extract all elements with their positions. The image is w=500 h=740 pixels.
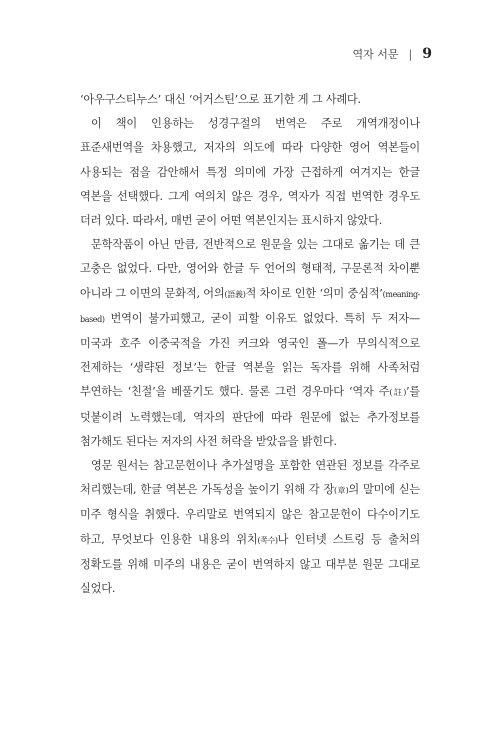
running-header <box>353 46 432 62</box>
korean-annotation: (쪽수) <box>257 535 278 545</box>
header-separator: | <box>408 48 413 61</box>
paragraph-3-text-a: 문학작품이 아닌 만큼, 전반적으로 원문을 있는 그대로 옮기는 데 큰 고충은 없었다. 다만, 영어와 한글 두 언어의 형태적, 구문론적 차이뿐 아니라 그 이면의 문화적, 어의 <box>80 238 420 300</box>
paragraph-4-text-a: 영문 원서는 참고문헌이나 추가설명을 포함한 연관된 정보를 각주로 처리했는데, 한글 역본은 가독성을 높이기 위해 각 장 <box>80 459 420 497</box>
body-text <box>80 88 420 601</box>
paragraph-3 <box>80 233 420 454</box>
paragraph-4 <box>80 454 420 601</box>
paragraph-1: ‘아우구스티누스’ 대신 ‘어거스틴’으로 표기한 게 그 사례다. <box>80 93 361 106</box>
paragraph-2: 이 책이 인용하는 성경구절의 번역은 주로 개역개정이나 표준새번역을 차용했고, 저자의 의도에 따라 다양한 영어 역본들이 사용되는 점을 감안해서 특정 의미에 가장 근접하게 여겨지는 한글 역본을 선택했다. 그게 여의치 않은 경우, 역자가 직접 번역한 경우도 더러 있다. 따라서, 매번 굳이 어떤 역본인지는 표시하지 않았다. <box>80 117 420 228</box>
hanja-annotation: (章) <box>334 486 349 496</box>
paragraph-3-text-b: 적 차이로 인한 ‘의미 중심적’ <box>245 286 383 300</box>
hanja-annotation: (語義) <box>224 289 246 299</box>
hanja-annotation: (註) <box>389 388 407 398</box>
english-annotation: (meaning-based) <box>80 289 420 324</box>
paragraph-4-text-b: 의 말미에 싣는 미주 형식을 취했다. 우리말로 번역되지 않은 참고문헌이 다수이기도 하고, 무엇보다 인용한 내용의 위치 <box>80 483 420 546</box>
paragraph-3-text-c: 번역이 불가피했고, 굳이 피할 이유도 없었다. 특히 두 저자—미국과 호주 이중국적을 가진 커크와 영국인 폴—가 무의식적으로 전제하는 ‘생략된 정보’는 한글 역본을 읽는 독자를 위해 사족처럼 부연하는 ‘친절’을 베풀기도 했다. 물론 그런 경우마다 ‘역자 주 <box>80 311 420 399</box>
paragraph-4-text-c: 나 인터넷 스트링 등 출처의 정확도를 위해 미주의 내용은 굳이 번역하지 않고 대부분 원문 그대로 실었다. <box>80 532 420 596</box>
page-number: 9 <box>422 46 432 62</box>
section-title: 역자 서문 <box>352 48 399 61</box>
paragraph-3-text-d: ’를 덧붙이려 노력했는데, 역자의 판단에 따라 원문에 없는 추가정보를 첨가해도 된다는 저자의 사전 허락을 받았음을 밝힌다. <box>80 385 420 448</box>
